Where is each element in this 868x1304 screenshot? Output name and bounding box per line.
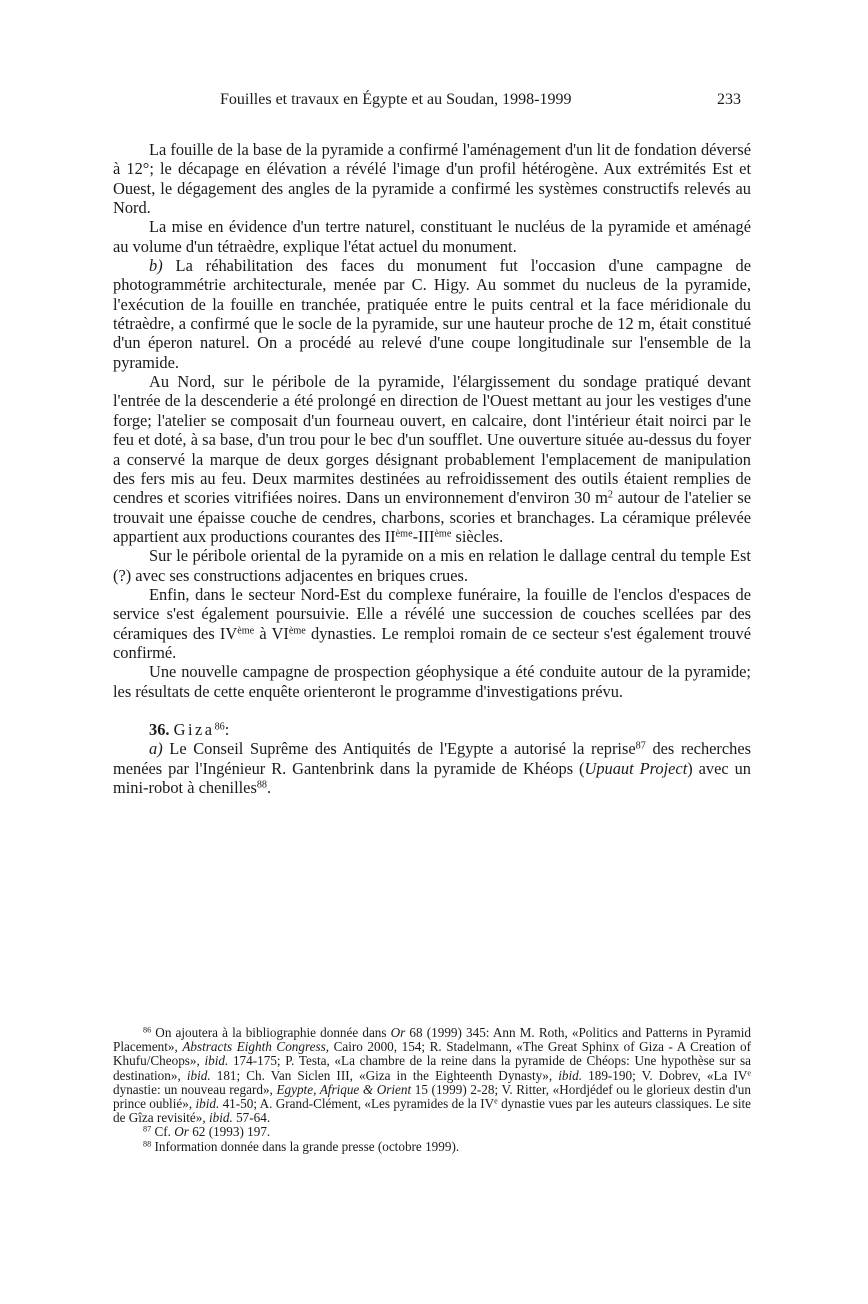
superscript: ème (434, 528, 452, 540)
body-text (113, 140, 751, 797)
paragraph-text: siècles. (451, 526, 504, 546)
footnote-87 (113, 1125, 751, 1139)
paragraph-text: La fouille de la base de la pyramide a confirmé l'aménagement d'un lit de fondation déversé à 12°; le décapage en élévation a révélé l'image d'un profil hétérogène. Aux extrémités Est et Ouest, le dégagement des angles de la pyramide a confirmé les systèmes constructifs relevés au Nord. (113, 140, 751, 218)
paragraph-tertre (113, 217, 751, 256)
footnote-text: 57-64. (232, 1110, 271, 1126)
ibid: ibid. (186, 1067, 211, 1083)
section-colon: : (224, 719, 230, 739)
paragraph-text: des recherches menées par l'Ingénieur R. Gantenbrink dans la pyramide de Khéops ( (113, 739, 752, 778)
footnote-number: 87 (143, 1124, 152, 1134)
paragraph-giza (113, 739, 751, 797)
footnote-text: dynastie: un nouveau regard», (113, 1081, 277, 1097)
superscript: ème (288, 625, 306, 637)
footnotes (113, 1026, 751, 1154)
paragraph-text: Une nouvelle campagne de prospection géophysique a été conduite autour de la pyramide; les résultats de cette enquête orienteront le programme d'investigations prévu. (113, 662, 751, 701)
footnote-text: 174-175; P. Testa, «La chambre de la reine dans la pyramide de Chéops: Une hypothèse sur sa destination», (113, 1053, 751, 1083)
running-title: Fouilles et travaux en Égypte et au Soudan, 1998-1999 (220, 91, 572, 108)
paragraph-peribole (113, 546, 751, 585)
ibid: ibid. (204, 1053, 229, 1069)
section-number: 36. (149, 719, 170, 739)
footnote-text: 62 (1993) 197. (188, 1124, 271, 1140)
footnote-text: Cf. (151, 1124, 175, 1140)
superscript: ème (395, 528, 413, 540)
ibid: ibid. (208, 1110, 233, 1126)
project-name: Upuaut Project (584, 758, 688, 778)
footnote-86 (113, 1026, 751, 1125)
footnote-text: Information donnée dans la grande presse (octobre 1999). (151, 1138, 460, 1154)
footnote-text: 41-50; A. Grand-Clément, «Les pyramides de la IV (219, 1096, 495, 1112)
paragraph-text: Le Conseil Suprême des Antiquités de l'Egypte a autorisé la reprise (162, 739, 636, 759)
footnote-text: 15 (1999) 2-28; V. Ritter, «Hordjédef ou le glorieux destin d'un prince oublié», (113, 1081, 751, 1112)
footnote-ref-88[interactable]: 88 (256, 779, 267, 791)
item-label: b) (149, 256, 163, 276)
footnote-ref-86[interactable]: 86 (214, 721, 225, 733)
paragraph-enclos (113, 585, 751, 662)
footnote-ref-87[interactable]: 87 (635, 740, 646, 752)
section-gap (113, 701, 751, 720)
paragraph-text: ) avec un mini-robot à chenilles (113, 758, 751, 797)
superscript: ème (237, 625, 255, 637)
footnote-text: 181; Ch. Van Siclen III, «Giza in the Eighteenth Dynasty», (210, 1067, 559, 1083)
paragraph-prospection (113, 662, 751, 701)
journal-title: Or (174, 1124, 189, 1140)
paragraph-text: autour de l'atelier se trouvait une épaisse couche de cendres, charbons, scories et branchages. La céramique prélevée appartient aux productions courantes des II (113, 488, 751, 546)
paragraph-text: dynasties. Le remploi romain de ce secteur s'est également trouvé confirmé. (113, 623, 751, 662)
footnote-88 (113, 1140, 751, 1154)
footnote-text: 68 (1999) 345: Ann M. Roth, «Politics and Patterns in Pyramid Placement», (113, 1025, 751, 1055)
paragraph-text: Enfin, dans le secteur Nord-Est du complexe funéraire, la fouille de l'enclos d'espaces de service s'est également poursuivie. Elle a révélé une succession de couches scellées par des céramiques des IV (113, 584, 751, 643)
paragraph-text: Au Nord, sur le péribole de la pyramide, l'élargissement du sondage pratiqué devant l'entrée de la descenderie a été prolongé en direction de l'Ouest mettant au jour les vestiges d'une forge; l'atelier se composait d'un fourneau ouvert, en calcaire, dont l'intérieur était noirci par le feu et doté, à sa base, d'un trou pour le bec d'un soufflet. Une ouverture située au-dessus du foyer a conservé la marque de deux gorges désignant probablement l'emplacement de manipulation des fers mis au feu. Deux marmites destinées au refroidissement des outils étaient remplies de cendres et scories vitrifiées noires. Dans un environnement d'environ 30 m (113, 372, 751, 508)
page-number: 233 (717, 91, 741, 108)
superscript: e (494, 1096, 498, 1106)
superscript: 2 (607, 489, 613, 501)
paragraph-text: La réhabilitation des faces du monument fut l'occasion d'une campagne de photogrammétrie architecturale, menée par C. Higy. Au sommet du nucleus de la pyramide, l'exécution de la fouille en tranchée, pratiquée entre le puits central et la face méridionale du tétraèdre, a confirmé que le socle de la pyramide, sur une hauteur proche de 12 m, était constitué d'un éperon naturel. On a procédé au relevé d'une coupe longitudinale sur l'ensemble de la pyramide. (113, 256, 751, 372)
section-heading-giza (113, 720, 751, 739)
section-site: Giza (173, 719, 215, 739)
superscript: e (747, 1068, 752, 1078)
paragraph-rehabilitation (113, 256, 751, 372)
journal-title: Egypte, Afrique & Orient (276, 1081, 412, 1097)
item-label: a) (149, 739, 163, 759)
footnote-text: On ajoutera à la bibliographie donnée dans (151, 1025, 391, 1040)
ibid: ibid. (195, 1096, 220, 1112)
paragraph-text: Sur le péribole oriental de la pyramide on a mis en relation le dallage central du temple Est (?) avec ses constructions adjacentes en briques crues. (113, 546, 751, 585)
paragraph-text: -III (412, 526, 435, 546)
footnote-number: 86 (143, 1025, 152, 1035)
publication-title: Abstracts Eighth Congress (182, 1039, 326, 1055)
journal-title: Or (390, 1025, 406, 1040)
footnote-number: 88 (143, 1139, 152, 1149)
ibid: ibid. (558, 1067, 583, 1083)
paragraph-text: La mise en évidence d'un tertre naturel, constituant le nucléus de la pyramide et aménagé au volume d'un tétraèdre, explique l'état actuel du monument. (113, 217, 751, 256)
paragraph-text: à VI (254, 623, 289, 643)
footnote-text: dynastie vues par les auteurs classiques. Le site de Gîza revisité», (113, 1096, 752, 1126)
footnote-text: , Cairo 2000, 154; R. Stadelmann, «The Great Sphinx of Giza - A Creation of Khufu/Cheops», (113, 1039, 751, 1069)
paragraph-forge (113, 372, 751, 546)
paragraph-text: . (267, 778, 272, 797)
footnote-text: 189-190; V. Dobrev, «La IV (582, 1067, 748, 1083)
paragraph-base-fouille (113, 140, 751, 217)
